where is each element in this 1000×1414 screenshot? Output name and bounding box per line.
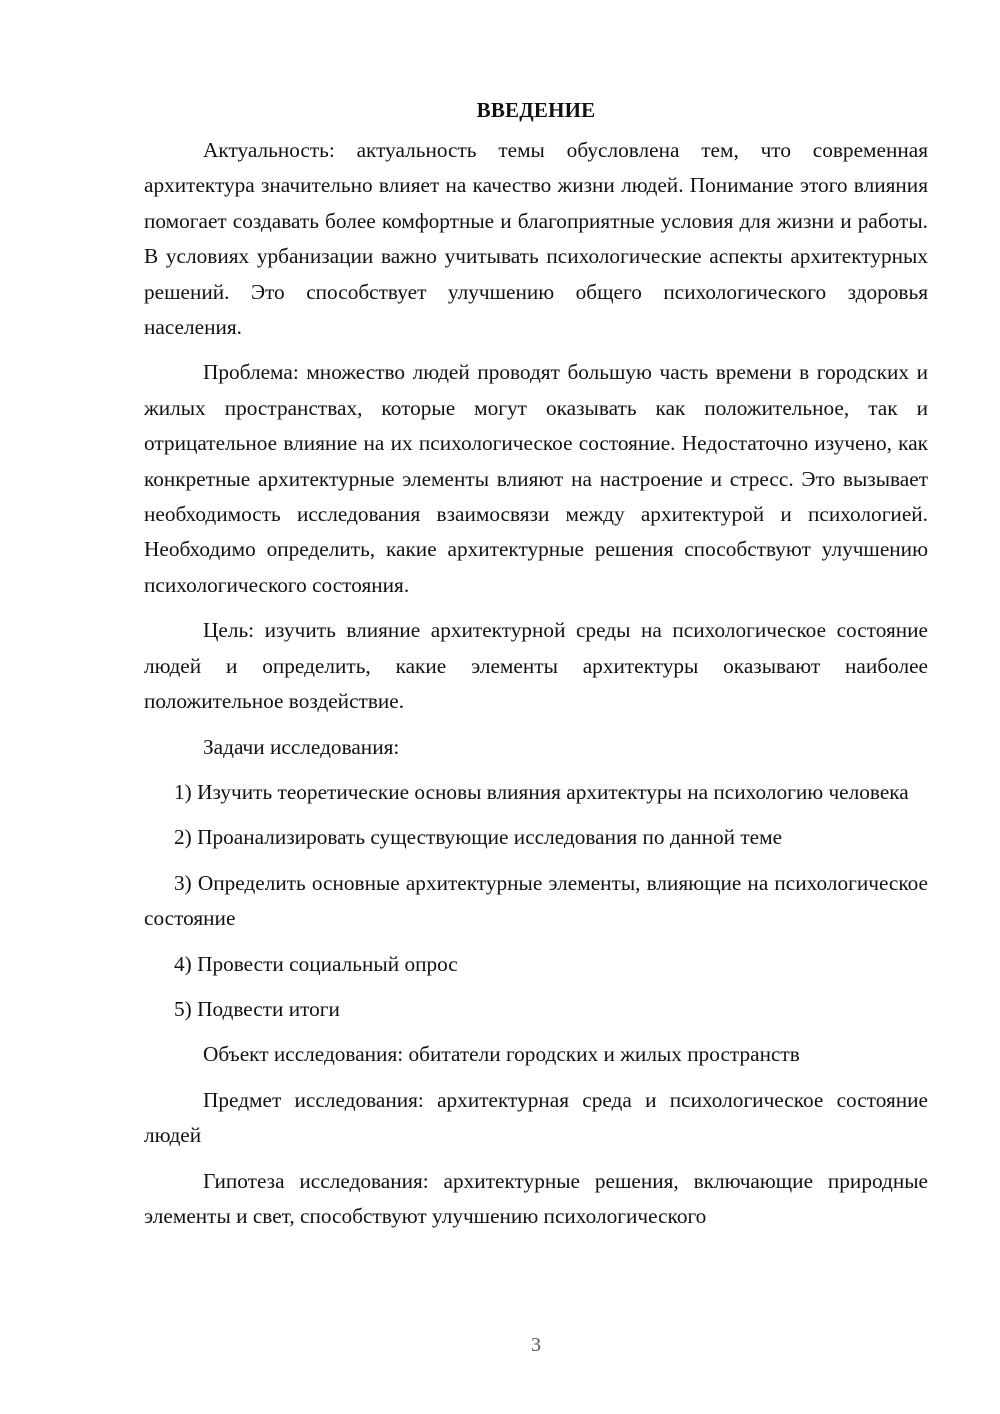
paragraph-subject: Предмет исследования: архитектурная среда и психологическое состояние людей — [144, 1087, 928, 1148]
paragraph-hypothesis: Гипотеза исследования: архитектурные решения, включающие природные элементы и свет, способствуют улучшению психологического — [144, 1168, 928, 1228]
paragraph-object: Объект исследования: обитатели городских и жилых пространств — [203, 1042, 800, 1067]
tasks-heading: Задачи исследования: — [203, 734, 400, 759]
paragraph-relevance: Актуальность: актуальность темы обусловлена тем, что современная архитектура значительно влияет на качество жизни людей. Понимание этого влияния помогает создавать более комфортные и благоприятные условия для жизни и работы. В условиях урбанизации важно учитывать психологические аспекты архитектурных решений. Это способствует улучшению общего психологического здоровья населения. — [144, 138, 928, 340]
task-item-1: 1) Изучить теоретические основы влияния архитектуры на психологию человека — [174, 779, 909, 804]
paragraph-goal: Цель: изучить влияние архитектурной среды на психологическое состояние людей и определить, какие элементы архитектуры оказывают наиболее положительное воздействие. — [144, 618, 928, 714]
task-item-5: 5) Подвести итоги — [174, 996, 340, 1021]
task-item-4: 4) Провести социальный опрос — [174, 951, 458, 976]
document-page — [144, 94, 928, 1244]
task-item-3: 3) Определить основные архитектурные элементы, влияющие на психологическое состояние — [144, 870, 928, 931]
page-title: ВВЕДЕНИЕ — [476, 98, 596, 122]
page-number: 3 — [531, 1334, 541, 1356]
task-item-2: 2) Проанализировать существующие исследования по данной теме — [174, 825, 783, 850]
paragraph-problem: Проблема: множество людей проводят большую часть времени в городских и жилых пространствах, которые могут оказывать как положительное, так и отрицательное влияние на их психологическое состояние. Недостаточно изучено, как конкретные архитектурные элементы влияют на настроение и стресс. Это вызывает необходимость исследования взаимосвязи между архитектурой и психологией. Необходимо определить, какие архитектурные решения способствуют улучшению психологического состояния. — [144, 360, 928, 597]
